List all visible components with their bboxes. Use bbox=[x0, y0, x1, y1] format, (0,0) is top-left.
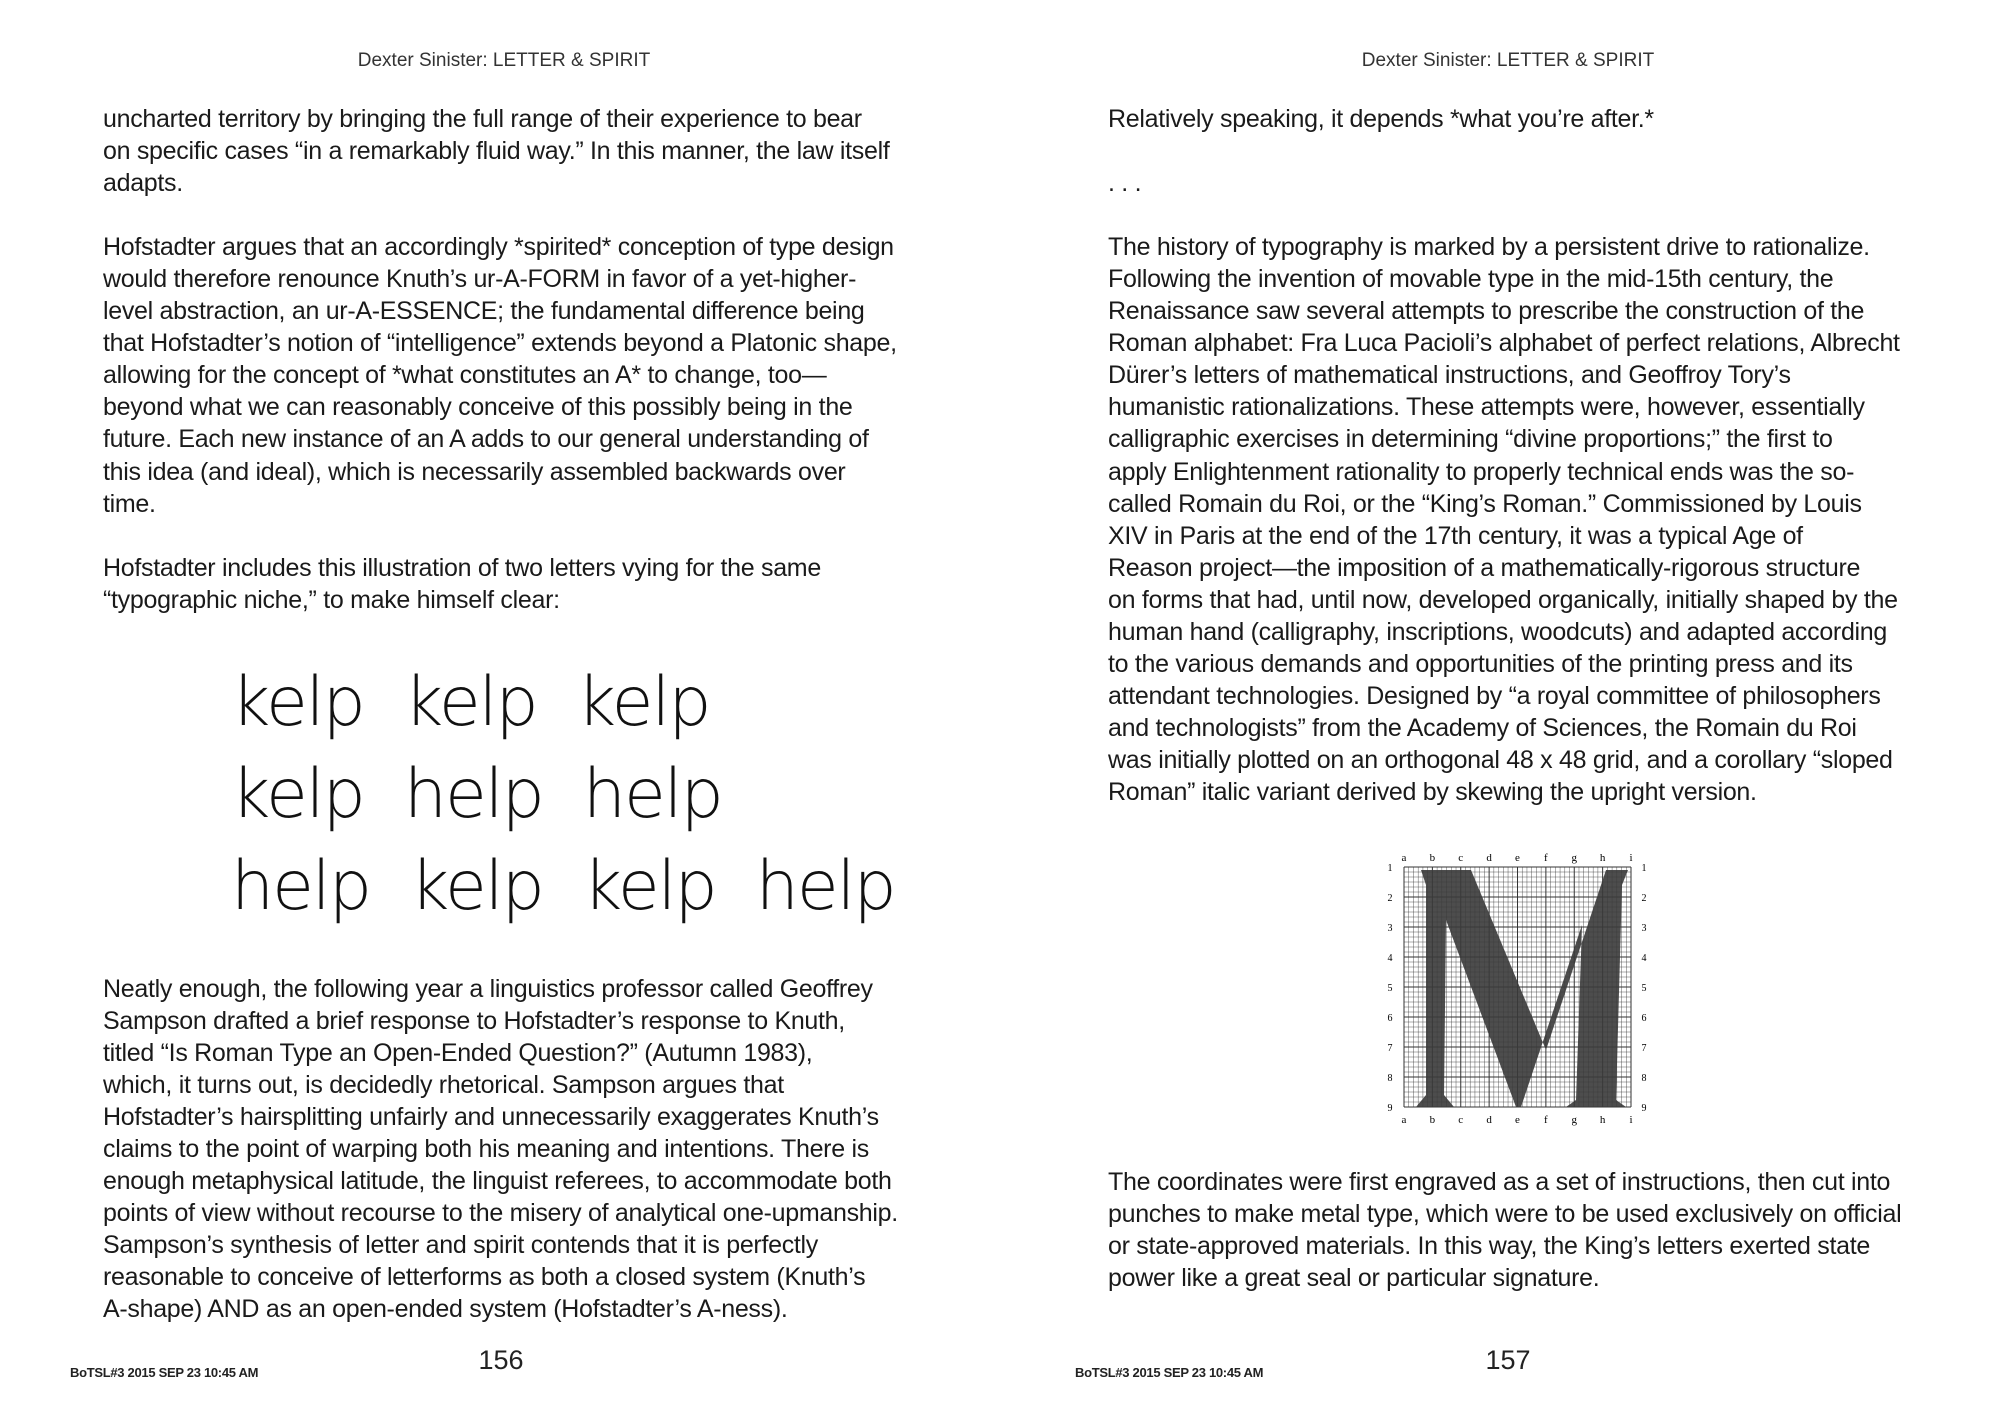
row-label: 2 bbox=[1641, 893, 1647, 904]
column-label: g bbox=[1571, 852, 1577, 864]
kelp-row bbox=[231, 742, 791, 834]
column-label: g bbox=[1571, 1114, 1577, 1126]
row-label: 6 bbox=[1387, 1013, 1393, 1024]
column-label: e bbox=[1515, 1114, 1520, 1126]
column-label: f bbox=[1544, 852, 1548, 864]
row-label: 1 bbox=[1641, 863, 1647, 874]
column-label: e bbox=[1515, 852, 1520, 864]
text-line: called Romain du Roi, or the “King’s Roman.” Commissioned by Louis bbox=[1108, 489, 1862, 518]
kelp-word: kelp bbox=[231, 663, 364, 742]
body-text bbox=[1108, 1166, 1901, 1294]
text-line bbox=[1108, 199, 1900, 231]
text-line: on forms that had, until now, developed organically, initially shaped by the bbox=[1108, 585, 1898, 614]
text-line: claims to the point of warping both his meaning and intentions. There is bbox=[103, 1135, 869, 1164]
text-line: Renaissance saw several attempts to prescribe the construction of the bbox=[1108, 297, 1865, 326]
page-number: 156 bbox=[478, 1345, 524, 1375]
row-label: 3 bbox=[1387, 923, 1393, 934]
text-line: Hofstadter includes this illustration of two letters vying for the same bbox=[103, 553, 821, 582]
text-line: human hand (calligraphy, inscriptions, woodcuts) and adapted according bbox=[1108, 617, 1888, 646]
text-line: Roman alphabet: Fra Luca Pacioli’s alphabet of perfect relations, Albrecht bbox=[1108, 329, 1900, 358]
text-line: A-shape) AND as an open-ended system (Hofstadter’s A-ness). bbox=[103, 1295, 788, 1324]
print-stamp: BoTSL#3 2015 SEP 23 10:45 AM bbox=[1075, 1365, 1264, 1380]
text-line: to the various demands and opportunities of the printing press and its bbox=[1108, 649, 1853, 678]
kelp-word: help bbox=[582, 755, 722, 834]
text-line: and technologists” from the Academy of Sciences, the Romain du Roi bbox=[1108, 713, 1857, 742]
column-label: b bbox=[1429, 1114, 1436, 1126]
column-label: h bbox=[1599, 852, 1606, 864]
text-line: punches to make metal type, which were to be used exclusively on official bbox=[1108, 1200, 1902, 1229]
body-text bbox=[103, 103, 897, 616]
text-line: allowing for the concept of *what constitutes an A* to change, too— bbox=[103, 361, 827, 390]
text-line bbox=[1108, 135, 1900, 167]
column-label: h bbox=[1599, 1114, 1606, 1126]
text-line: reasonable to conceive of letterforms as both a closed system (Knuth’s bbox=[103, 1263, 866, 1292]
column-label: c bbox=[1458, 1114, 1464, 1126]
kelp-help-illustration bbox=[231, 650, 895, 930]
text-line: adapts. bbox=[103, 169, 183, 198]
text-line: uncharted territory by bringing the full range of their experience to bear bbox=[103, 105, 862, 133]
text-line: titled “Is Roman Type an Open-Ended Question?” (Autumn 1983), bbox=[103, 1039, 813, 1068]
text-line: apply Enlightenment rationality to properly technical ends was the so- bbox=[1108, 457, 1855, 486]
right-page bbox=[1000, 0, 2000, 1424]
print-stamp: BoTSL#3 2015 SEP 23 10:45 AM bbox=[70, 1365, 259, 1380]
text-line: . . . bbox=[1108, 169, 1142, 198]
column-label: d bbox=[1486, 1114, 1492, 1126]
kelp-word: help bbox=[403, 755, 543, 834]
text-line: was initially plotted on an orthogonal 48 x 48 grid, and a corollary “sloped bbox=[1108, 745, 1893, 774]
row-label: 2 bbox=[1387, 893, 1393, 904]
row-label: 6 bbox=[1641, 1013, 1647, 1024]
kelp-row bbox=[231, 650, 791, 742]
kelp-word: kelp bbox=[231, 755, 364, 834]
romain-du-roi-m-grid-figure bbox=[1376, 845, 1656, 1130]
text-line bbox=[103, 520, 897, 552]
text-line: Sampson’s synthesis of letter and spirit contends that it is perfectly bbox=[103, 1231, 819, 1260]
kelp-word: kelp bbox=[410, 847, 543, 926]
kelp-word: kelp bbox=[403, 663, 537, 742]
text-line: XIV in Paris at the end of the 17th century, it was a typical Age of bbox=[1108, 521, 1803, 550]
text-line: that Hofstadter’s notion of “intelligence” extends beyond a Platonic shape, bbox=[103, 329, 897, 358]
column-label: i bbox=[1629, 1114, 1633, 1126]
column-label: a bbox=[1401, 852, 1407, 864]
text-line: beyond what we can reasonably conceive of this possibly being in the bbox=[103, 393, 853, 422]
page-number: 157 bbox=[1485, 1345, 1531, 1375]
text-line: power like a great seal or particular signature. bbox=[1108, 1264, 1600, 1293]
text-line: The history of typography is marked by a persistent drive to rationalize. bbox=[1108, 233, 1870, 262]
text-line: Sampson drafted a brief response to Hofstadter’s response to Knuth, bbox=[103, 1007, 845, 1036]
text-line: points of view without recourse to the misery of analytical one-upmanship. bbox=[103, 1199, 898, 1228]
row-label: 4 bbox=[1641, 953, 1647, 964]
row-label: 4 bbox=[1387, 953, 1393, 964]
column-label: f bbox=[1544, 1114, 1548, 1126]
row-label: 7 bbox=[1387, 1043, 1393, 1054]
body-text bbox=[1108, 103, 1900, 808]
column-label: d bbox=[1486, 852, 1492, 864]
text-line: humanistic rationalizations. These attempts were, however, essentially bbox=[1108, 393, 1865, 422]
kelp-word: help bbox=[231, 847, 370, 926]
text-line: Dürer’s letters of mathematical instructions, and Geoffroy Tory’s bbox=[1108, 361, 1791, 390]
row-label: 1 bbox=[1387, 863, 1393, 874]
text-line: attendant technologies. Designed by “a royal committee of philosophers bbox=[1108, 681, 1881, 710]
text-line bbox=[103, 199, 897, 231]
column-label: c bbox=[1458, 852, 1464, 864]
text-line: enough metaphysical latitude, the linguist referees, to accommodate both bbox=[103, 1167, 892, 1196]
row-label: 8 bbox=[1387, 1073, 1393, 1084]
text-line: Reason project—the imposition of a mathematically-rigorous structure bbox=[1108, 553, 1861, 582]
text-line: this idea (and ideal), which is necessarily assembled backwards over bbox=[103, 457, 846, 486]
text-line: calligraphic exercises in determining “divine proportions;” the first to bbox=[1108, 425, 1833, 454]
text-line: Following the invention of movable type in the mid-15th century, the bbox=[1108, 265, 1834, 294]
row-label: 9 bbox=[1641, 1103, 1647, 1114]
text-line: on specific cases “in a remarkably fluid way.” In this manner, the law itself bbox=[103, 137, 890, 166]
text-line: future. Each new instance of an A adds to our general understanding of bbox=[103, 425, 869, 454]
text-line: “typographic niche,” to make himself clear: bbox=[103, 585, 560, 614]
body-text bbox=[103, 973, 898, 1326]
row-label: 5 bbox=[1387, 983, 1393, 994]
column-label: b bbox=[1429, 852, 1436, 864]
text-line: The coordinates were first engraved as a set of instructions, then cut into bbox=[1108, 1168, 1891, 1196]
text-line: Relatively speaking, it depends *what you’re after.* bbox=[1108, 105, 1654, 133]
row-label: 9 bbox=[1387, 1103, 1393, 1114]
text-line: level abstraction, an ur-A-ESSENCE; the fundamental difference being bbox=[103, 297, 865, 326]
letter-m bbox=[1416, 870, 1628, 1107]
text-line: which, it turns out, is decidedly rhetorical. Sampson argues that bbox=[103, 1071, 784, 1100]
kelp-word: help bbox=[755, 847, 895, 926]
row-label: 3 bbox=[1641, 923, 1647, 934]
text-line: or state-approved materials. In this way, the King’s letters exerted state bbox=[1108, 1232, 1870, 1261]
text-line: would therefore renounce Knuth’s ur-A-FORM in favor of a yet-higher- bbox=[103, 265, 857, 294]
kelp-word: kelp bbox=[582, 847, 716, 926]
text-line: Roman” italic variant derived by skewing the upright version. bbox=[1108, 777, 1757, 806]
text-line: time. bbox=[103, 489, 156, 518]
row-label: 7 bbox=[1641, 1043, 1647, 1054]
text-line: Neatly enough, the following year a linguistics professor called Geoffrey bbox=[103, 975, 873, 1003]
running-header: Dexter Sinister: LETTER & SPIRIT bbox=[1361, 50, 1655, 71]
text-line: Hofstadter’s hairsplitting unfairly and unnecessarily exaggerates Knuth’s bbox=[103, 1103, 879, 1132]
column-label: a bbox=[1401, 1114, 1407, 1126]
kelp-row bbox=[231, 834, 895, 926]
row-label: 5 bbox=[1641, 983, 1647, 994]
text-line: Hofstadter argues that an accordingly *spirited* conception of type design bbox=[103, 233, 894, 262]
column-label: i bbox=[1629, 852, 1633, 864]
kelp-word: kelp bbox=[576, 663, 710, 742]
row-label: 8 bbox=[1641, 1073, 1647, 1084]
running-header: Dexter Sinister: LETTER & SPIRIT bbox=[357, 50, 651, 71]
